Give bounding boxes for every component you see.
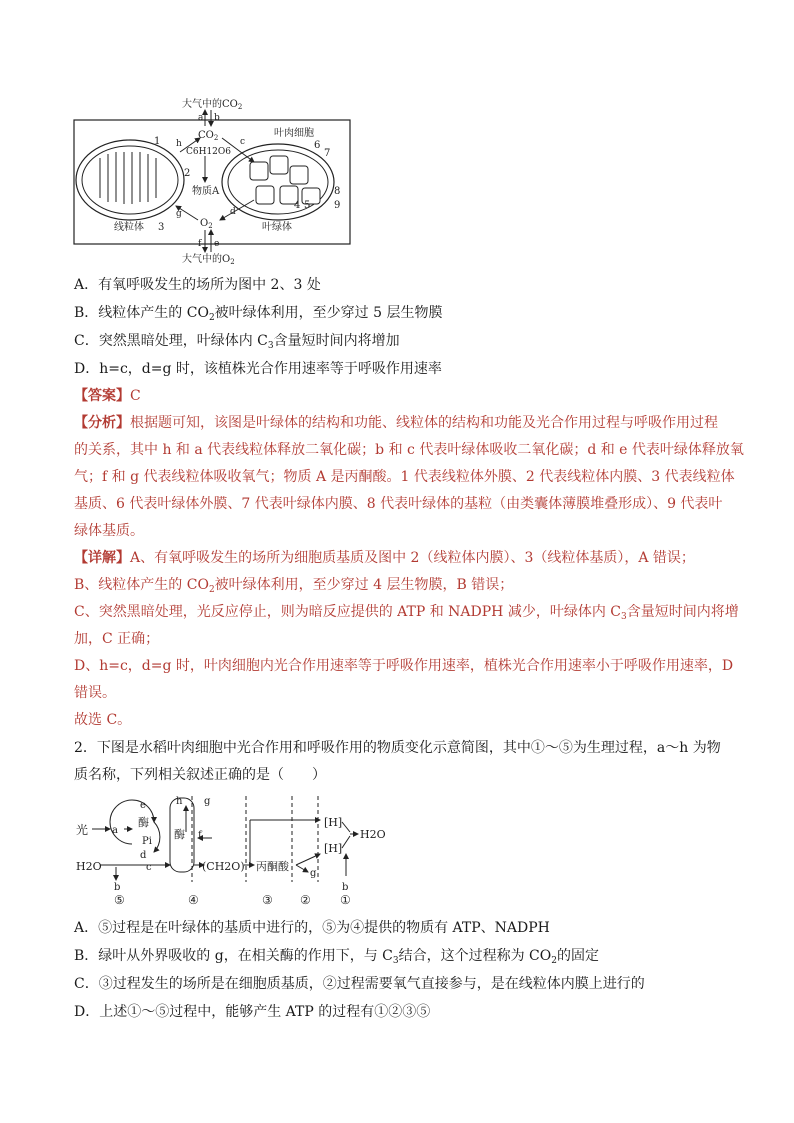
fig2-pyruvate: 丙酮酸	[256, 860, 289, 873]
q1-analysis-3: 气；f 和 g 代表线粒体吸收氧气；物质 A 是丙酮酸。1 代表线粒体外膜、2 代表线粒体内膜、3 代表线粒体	[74, 469, 735, 485]
mitochondrion-outer	[76, 140, 184, 220]
figure-1	[72, 96, 372, 266]
fig1-co2: $CO_2$	[198, 130, 219, 142]
fig1-letter-c: c	[240, 137, 246, 147]
fig2-letter-b: b	[114, 882, 121, 893]
q1-analysis-2: 的关系，其中 h 和 a 代表线粒体释放二氧化碳；b 和 c 代表叶绿体吸收二氧化碳；d 和 e 代表叶绿体释放氧	[74, 442, 744, 458]
fig1-num-9: 9	[334, 200, 341, 211]
q1-detail-c1: C、突然黑暗处理，光反应停止，则为暗反应提供的 ATP 和 NADPH 减少，叶绿体内 $C_3$含量短时间内将增	[74, 604, 739, 622]
fig2-letter-g: g	[204, 796, 211, 807]
fig2-letter-b2: b	[342, 882, 349, 893]
arrows	[176, 110, 254, 252]
fig2-process-1: ①	[340, 893, 351, 907]
fig1-mitochondrion-label: 线粒体	[114, 222, 144, 233]
q2-option-c: C．③过程发生的场所是在细胞质基质，②过程需要氧气直接参与，是在线粒体内膜上进行的	[74, 976, 645, 992]
fig1-letter-g: g	[176, 209, 182, 219]
fig2-enzyme: 酶	[138, 816, 149, 829]
q1-conclusion: 故选 C。	[74, 712, 132, 728]
fig1-num-2: 2	[184, 168, 191, 179]
mitochondrion-inner	[82, 146, 178, 214]
q1-detail-a: 【详解】A、有氧呼吸发生的场所为细胞质基质及图中 2（线粒体内膜）、3（线粒体基质），A 错误；	[74, 550, 695, 566]
fig2-h2: [H]	[324, 842, 343, 855]
fig2-process-3: ③	[262, 893, 273, 907]
fig2-light: 光	[76, 823, 89, 837]
fig2-pi: Pi	[142, 836, 152, 847]
cristae	[100, 152, 156, 204]
fig1-letter-b: b	[214, 113, 220, 123]
fig2-letter-g2: g	[310, 868, 317, 879]
fig1-num-1: 1	[154, 136, 161, 147]
figure-2	[74, 792, 394, 908]
fig1-num-8: 8	[334, 186, 341, 197]
fig2-water-2: H2O	[360, 828, 386, 841]
q1-option-c: C．突然黑暗处理，叶绿体内 $C_3$含量短时间内将增加	[74, 333, 400, 351]
q1-option-a: A．有氧呼吸发生的场所为图中 2、3 处	[74, 277, 321, 293]
fig1-atm-co2: 大气中的$CO_2$	[182, 99, 243, 111]
fig2-letter-h: h	[176, 796, 183, 807]
fig2-process-5: ⑤	[114, 893, 125, 907]
q2-option-a: A．⑤过程是在叶绿体的基质中进行的，⑤为④提供的物质有 ATP、NADPH	[74, 920, 550, 936]
fig2-letter-d: d	[140, 850, 147, 861]
fig1-num-6: 6	[314, 140, 321, 151]
fig2-ch2o: (CH2O)	[202, 860, 245, 873]
fig2-water: H2O	[76, 860, 102, 873]
q1-detail-d1: D、h=c，d=g 时，叶肉细胞内光合作用速率等于呼吸作用速率，植株光合作用速率小于呼吸作用速率，D	[74, 658, 734, 674]
q1-detail-b: B、线粒体产生的 $CO_2$被叶绿体利用，至少穿过 4 层生物膜，B 错误；	[74, 577, 514, 595]
fig2-h1: [H]	[324, 816, 343, 829]
fig1-letter-f: f	[198, 239, 202, 249]
q1-detail-c2: 加，C 正确；	[74, 631, 160, 647]
q1-option-b: B．线粒体产生的 $CO_2$被叶绿体利用，至少穿过 5 层生物膜	[74, 305, 443, 323]
fig2-letter-e: e	[140, 800, 146, 811]
fig1-mesophyll-cell: 叶肉细胞	[274, 128, 314, 139]
q1-option-d: D．h=c，d=g 时，该植株光合作用速率等于呼吸作用速率	[74, 361, 442, 377]
q2-stem-2: 质名称，下列相关叙述正确的是（ ）	[74, 767, 326, 783]
fig1-letter-e: e	[214, 239, 220, 249]
fig2-process-4: ④	[188, 893, 199, 907]
q2-option-d: D．上述①～⑤过程中，能够产生 ATP 的过程有①②③⑤	[74, 1004, 431, 1020]
q1-analysis-5: 绿体基质。	[74, 523, 144, 539]
fig1-num-5: 5	[304, 200, 311, 211]
fig2-letter-f: f	[198, 830, 202, 841]
fig1-num-7: 7	[324, 148, 331, 159]
fig2-process-2: ②	[300, 893, 311, 907]
fig1-substance-a: 物质A	[192, 186, 220, 197]
fig1-o2: $O_2$	[200, 218, 213, 230]
fig2-letter-a: a	[112, 825, 118, 836]
fig1-letter-h: h	[176, 139, 182, 149]
fig1-num-4: 4	[294, 200, 301, 211]
fig1-letter-a: a	[198, 113, 204, 123]
q1-analysis-4: 基质、6 代表叶绿体外膜、7 代表叶绿体内膜、8 代表叶绿体的基粒（由类囊体薄膜堆叠形成）、9 代表叶	[74, 496, 723, 512]
q2-stem-1: 2．下图是水稻叶肉细胞中光合作用和呼吸作用的物质变化示意简图，其中①～⑤为生理过程，a～h 为物	[74, 740, 721, 756]
grana	[250, 156, 320, 204]
fig2-enzyme-2: 酶	[174, 828, 185, 841]
q1-analysis-1: 【分析】根据题可知，该图是叶绿体的结构和功能、线粒体的结构和功能及光合作用过程与呼吸作用过程	[74, 415, 718, 431]
q1-detail-d2: 错误。	[74, 685, 116, 701]
fig2-letter-c: c	[146, 862, 152, 873]
fig1-glucose: C6H12O6	[186, 147, 232, 157]
fig1-num-3: 3	[158, 222, 165, 233]
q2-option-b: B．绿叶从外界吸收的 g，在相关酶的作用下，与 $C_3$结合，这个过程称为 $CO_2$的固定	[74, 948, 599, 966]
q1-answer: 【答案】C	[74, 388, 141, 404]
fig1-atm-o2: 大气中的$O_2$	[182, 254, 235, 266]
fig1-chloroplast-label: 叶绿体	[262, 222, 292, 233]
fig1-letter-d: d	[230, 207, 236, 217]
